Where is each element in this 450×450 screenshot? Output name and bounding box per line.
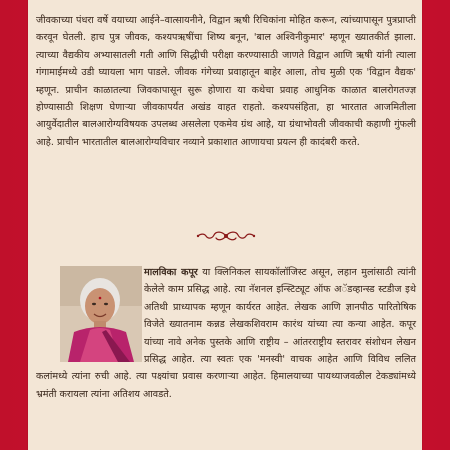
author-name: मालविका कपूर (144, 267, 198, 278)
author-bio-paragraph (36, 264, 416, 403)
ornamental-flourish-icon (196, 229, 256, 243)
photo-spacer (36, 264, 144, 368)
author-bio: या क्लिनिकल सायकॉलॉजिस्ट असून, लहान मुलांसाठी त्यांनी केलेले काम प्रसिद्ध आहे. त्या नॅशनल इन्स्टिट्यूट ऑफ अॅडव्हान्स्ड स्टडीज इथे अतिथी प्राध्यापक म्हणून कार्यरत आहेत. लेखक आणि ज्ञानपीठ पारितोषिक विजेते ख्यातनाम कन्नड लेखकशिवराम कारंथ यांच्या त्या कन्या आहेत. कपूर यांच्या नावे अनेक पुस्तके आणि राष्ट्रीय – आंतरराष्ट्रीय स्तरावर संशोधन लेखन प्रसिद्ध आहेत. त्या स्वतः एक 'मनस्वी' वाचक आहेत आणि विविध ललित कलांमध्ये त्यांना रुची आहे. त्या पक्ष्यांचा प्रवास करणाऱ्या आहेत. हिमालयाच्या पायथ्याजवळील टेकड्यांमध्ये भ्रमंती करायला त्यांना अतिशय आवडते. (36, 267, 417, 400)
synopsis-paragraph: जीवकाच्या पंधरा वर्षे वयाच्या आईने–वात्सायनीने, विद्वान ऋषी रिचिकांना मोहित करून, त्यांच्यापासून पुत्रप्राप्ती करवून घेतली. हाच पुत्र जीवक, कश्यपऋषींचा शिष्य बनून, 'बाल अश्विनीकुमार' म्हणून ख्यातकीर्त झाला. त्याच्या वैद्यकीय अभ्यासातली गती आणि सिद्धीची परीक्षा करण्यासाठी जाणते विद्वान आणि ऋषी यांनी त्याला गंगामाईमध्ये उडी घ्यायला भाग पाडले. जीवक गंगेच्या प्रवाहातून बाहेर आला, तोच मुळी एक 'विद्वान वैद्यक' म्हणून. प्राचीन काळातल्या जिवकापासून सुरू होणारा या कथेचा प्रवाह आधुनिक काळात बालरोगतज्ज्ञ होण्यासाठी शिक्षण घेणाऱ्या जीवकापर्यंत अखंड वाहत राहतो. कश्यपसंहिता, हा भारतात आजमितीला आयुर्वेदातील बालआरोग्यविषयक उपलब्ध असलेला एकमेव ग्रंथ आहे, या ग्रंथाभोवती जीवकाची कहाणी गुंफली आहे. प्राचीन भारतातील बालआरोग्यविचार नव्याने प्रकाशात आणायचा प्रयत्न ही कादंबरी करते. (36, 15, 416, 148)
